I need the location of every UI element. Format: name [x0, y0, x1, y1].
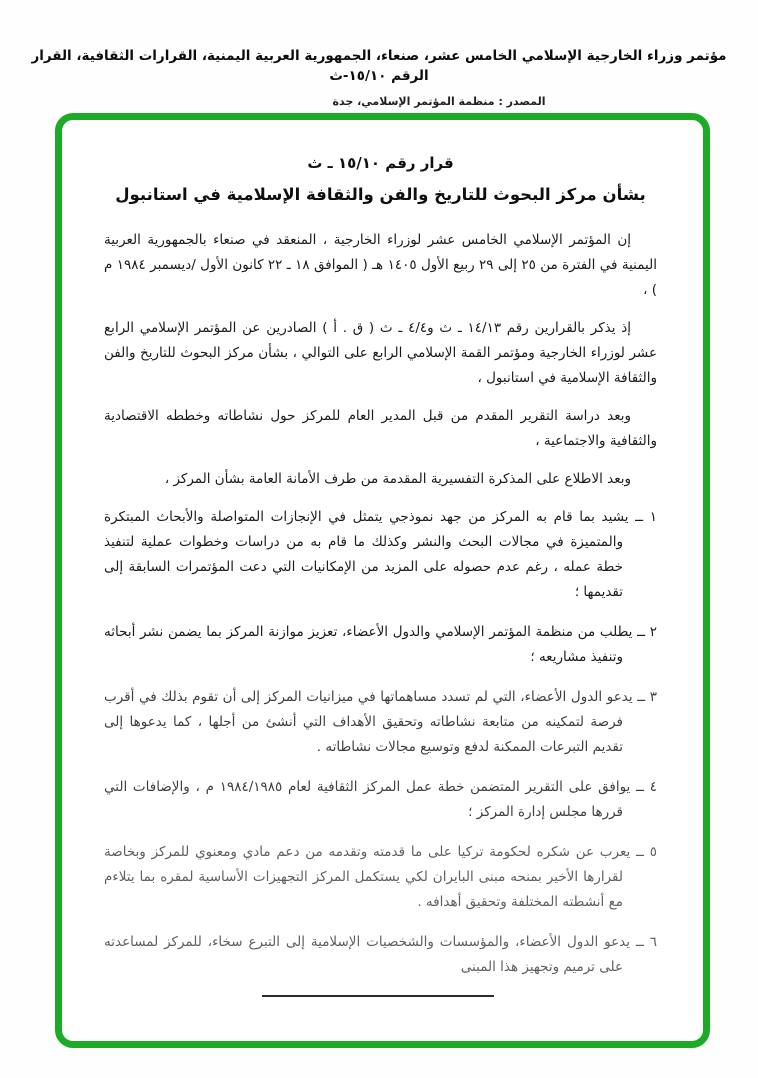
preamble-paragraph: إذ يذكر بالقرارين رقم ١٤/١٣ ـ ث و٤/٤ ـ ث ( ق . أ ) الصادرين عن المؤتمر الإسلامي الرابع عشر لوزراء الخارجية ومؤتمر القمة الإسلامي الرابع على التوالي ، بشأن مركز البحوث للتاريخ والفن والثقافة الإسلامية في استانبول ، — [104, 320, 657, 386]
document-header — [0, 0, 758, 108]
resolution-green-frame — [55, 113, 710, 1048]
item-dash: ــ — [635, 509, 644, 525]
resolution-body — [62, 120, 703, 997]
resolution-item — [104, 930, 657, 980]
item-number: ٢ — [649, 624, 658, 640]
item-dash: ــ — [637, 689, 646, 705]
resolution-item — [104, 685, 657, 760]
resolution-subject-title: بشأن مركز البحوث للتاريخ والفن والثقافة الإسلامية في استانبول — [115, 185, 646, 204]
resolution-item — [104, 620, 657, 670]
item-dash: ــ — [636, 844, 644, 860]
item-number: ١ — [649, 509, 657, 525]
resolution-item — [104, 505, 657, 605]
item-number: ٥ — [649, 844, 657, 860]
header-citation-line: مؤتمر وزراء الخارجية الإسلامي الخامس عشر، صنعاء، الجمهورية العربية اليمنية، القرارات الثقافية، القرار الرقم ١٥/١٠-ث — [31, 48, 727, 84]
item-text: يدعو الدول الأعضاء، والمؤسسات والشخصيات الإسلامية إلى التبرع سخاء، للمركز لمساعدته على ترميم وتجهيز هذا المبنى — [104, 934, 631, 975]
preamble-paragraph: وبعد دراسة التقرير المقدم من قبل المدير العام للمركز حول نشاطاته وخططه الاقتصادية والثقافية والاجتماعية ، — [104, 408, 657, 449]
header-source-line: المصدر : منظمة المؤتمر الإسلامي، جدة — [332, 95, 546, 108]
resolution-number-title: قرار رقم ١٥/١٠ ـ ث — [307, 154, 454, 172]
item-dash: ــ — [636, 779, 644, 795]
item-text: يدعو الدول الأعضاء، التي لم تسدد مساهماتها في ميزانيات المركز إلى أن تقوم بذلك في أقرب فرصة لتمكينه من متابعة نشاطاته وتحقيق الأهداف التي أنشئ من أجلها ، كما يدعوها إلى تقديم التبرعات الممكنة لدفع وتوسيع مجالات نشاطاته . — [104, 689, 633, 755]
item-number: ٦ — [649, 934, 658, 950]
preamble-paragraph: إن المؤتمر الإسلامي الخامس عشر لوزراء الخارجية ، المنعقد في صنعاء بالجمهورية العربية اليمنية في الفترة من ٢٥ إلى ٢٩ ربيع الأول ١٤٠٥ هـ ( الموافق ١٨ ـ ٢٢ كانون الأول /ديسمبر ١٩٨٤ م ) ، — [104, 232, 657, 298]
item-dash: ــ — [637, 624, 646, 640]
resolution-item — [104, 840, 657, 915]
item-text: يوافق على التقرير المتضمن خطة عمل المركز الثقافية لعام ١٩٨٤/١٩٨٥ م ، والإضافات التي قررها مجلس إدارة المركز ؛ — [104, 779, 631, 820]
item-dash: ــ — [635, 934, 644, 950]
item-text: يشيد بما قام به المركز من جهد نموذجي يتمثل في الإنجازات المتواصلة والأبحاث المبتكرة والمتميزة في مجالات البحث والنشر وكذلك ما قام به من دراسات وخطوات عملية لتنفيذ خطة عمله ، رغم عدم حصوله على المزيد من الإمكانيات التي دعت المؤتمرات السابقة إلى تقديمها ؛ — [104, 509, 629, 600]
footnote-divider — [262, 995, 494, 997]
item-text: يطلب من منظمة المؤتمر الإسلامي والدول الأعضاء، تعزيز موازنة المركز بما يضمن نشر أبحاثه وتنفيذ مشاريعه ؛ — [104, 624, 633, 665]
preamble-paragraph: وبعد الاطلاع على المذكرة التفسيرية المقدمة من طرف الأمانة العامة بشأن المركز ، — [164, 471, 631, 487]
item-number: ٤ — [649, 779, 657, 795]
resolution-item — [104, 775, 657, 825]
item-number: ٣ — [649, 689, 657, 705]
item-text: يعرب عن شكره لحكومة تركيا على ما قدمته وتقدمه من دعم مادي ومعنوي للمركز وبخاصة لقرارها الأخير بمنحه مبنى البايران لكي يستكمل المركز التجهيزات الأساسية لمقره بما يتلاءم مع أنشطته المختلفة وتحقيق أهدافه . — [104, 844, 631, 910]
